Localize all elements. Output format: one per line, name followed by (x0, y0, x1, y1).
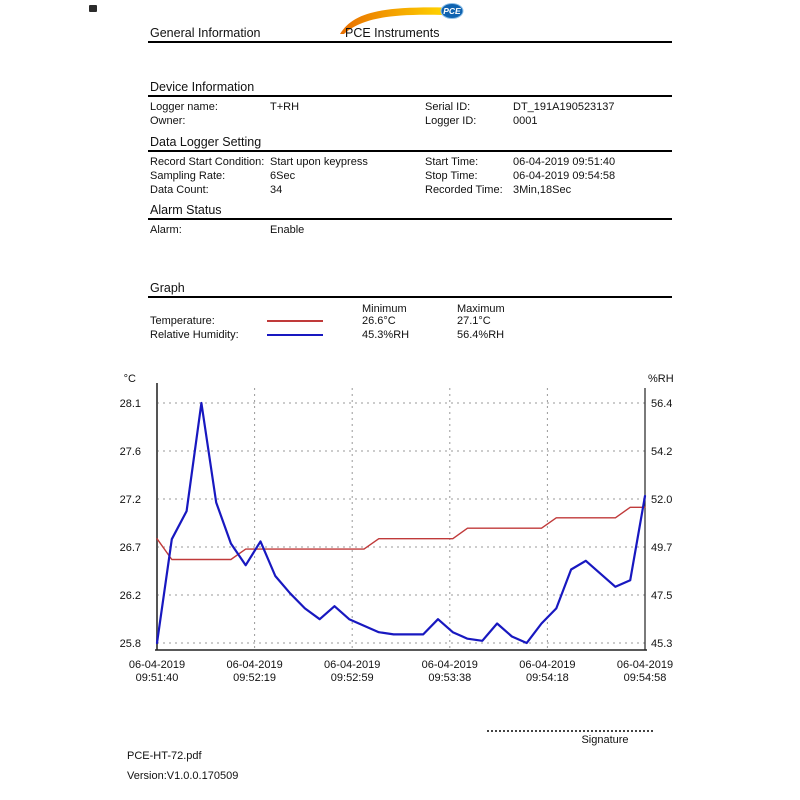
svg-text:09:54:18: 09:54:18 (525, 672, 569, 684)
field-label: Stop Time: (425, 170, 478, 182)
field-label: Serial ID: (425, 101, 471, 113)
svg-text:26.2: 26.2 (119, 590, 141, 602)
line-chart (0, 360, 800, 700)
field-label: Start Time: (425, 156, 479, 168)
legend-min-header: Minimum (362, 303, 407, 315)
header-rule (148, 41, 672, 43)
field-value: 06-04-2019 09:51:40 (513, 156, 616, 168)
svg-text:06-04-2019: 06-04-2019 (128, 659, 186, 671)
svg-text:09:52:59: 09:52:59 (330, 672, 374, 684)
svg-text:06-04-2019: 06-04-2019 (324, 659, 381, 671)
legend-max-temperature: 27.1°C (457, 315, 491, 327)
signature-line (487, 730, 653, 732)
footer-filename: PCE-HT-72.pdf (127, 750, 202, 762)
field-value: DT_191A190523137 (513, 101, 615, 113)
svg-text:09:54:58: 09:54:58 (623, 672, 667, 684)
legend-max-humidity: 56.4%RH (457, 329, 505, 341)
brand-title: PCE Instruments (345, 26, 440, 40)
section-rule (148, 296, 672, 298)
legend-min-temperature: 26.6°C (362, 315, 396, 327)
svg-text:25.8: 25.8 (119, 638, 141, 650)
section-title-alarm-status: Alarm Status (150, 203, 222, 217)
field-value: 0001 (513, 115, 538, 127)
svg-text:%RH: %RH (648, 373, 674, 385)
field-value: 34 (270, 184, 283, 196)
legend-line-temperature (267, 320, 323, 322)
section-title-device-info: Device Information (150, 80, 255, 94)
logo-badge-text: PCE (443, 6, 461, 16)
legend-max-header: Maximum (457, 303, 505, 315)
field-label: Alarm: (150, 224, 182, 236)
svg-text:26.7: 26.7 (119, 542, 141, 554)
field-label: Sampling Rate: (150, 170, 226, 182)
section-rule (148, 218, 672, 220)
svg-text:09:53:38: 09:53:38 (428, 672, 472, 684)
footer-version: Version:V1.0.0.170509 (127, 770, 239, 782)
legend-label-temperature: Temperature: (150, 315, 215, 327)
svg-text:27.2: 27.2 (119, 494, 141, 506)
field-label: Logger ID: (425, 115, 477, 127)
field-label: Data Count: (150, 184, 209, 196)
page-corner-mark (89, 5, 97, 12)
field-value: 6Sec (270, 170, 296, 182)
field-label: Recorded Time: (425, 184, 503, 196)
field-label: Record Start Condition: (150, 156, 265, 168)
svg-text:06-04-2019: 06-04-2019 (421, 659, 478, 671)
section-title-logger-setting: Data Logger Setting (150, 135, 262, 149)
field-value: T+RH (270, 101, 300, 113)
field-label: Logger name: (150, 101, 218, 113)
svg-text:09:52:19: 09:52:19 (233, 672, 277, 684)
svg-text:54.2: 54.2 (651, 446, 673, 458)
svg-text:06-04-2019: 06-04-2019 (616, 659, 674, 671)
page-title: General Information (150, 26, 261, 40)
field-value: 3Min,18Sec (513, 184, 572, 196)
section-rule (148, 150, 672, 152)
field-value: Enable (270, 224, 305, 236)
section-title-graph: Graph (150, 281, 185, 295)
svg-text:27.6: 27.6 (119, 446, 141, 458)
svg-text:56.4: 56.4 (651, 398, 673, 410)
legend-min-humidity: 45.3%RH (362, 329, 410, 341)
field-value: Start upon keypress (270, 156, 368, 168)
svg-text:06-04-2019: 06-04-2019 (226, 659, 283, 671)
svg-text:28.1: 28.1 (119, 398, 141, 410)
svg-text:49.7: 49.7 (651, 542, 673, 554)
svg-text:06-04-2019: 06-04-2019 (519, 659, 576, 671)
legend-label-humidity: Relative Humidity: (150, 329, 239, 341)
svg-text:52.0: 52.0 (651, 494, 673, 506)
svg-text:09:51:40: 09:51:40 (135, 672, 179, 684)
svg-text:47.5: 47.5 (651, 590, 673, 602)
section-rule (148, 95, 672, 97)
field-label: Owner: (150, 115, 186, 127)
svg-text:°C: °C (123, 373, 136, 385)
legend-line-humidity (267, 334, 323, 336)
signature-label: Signature (581, 734, 629, 746)
field-value: 06-04-2019 09:54:58 (513, 170, 616, 182)
svg-text:45.3: 45.3 (651, 638, 673, 650)
